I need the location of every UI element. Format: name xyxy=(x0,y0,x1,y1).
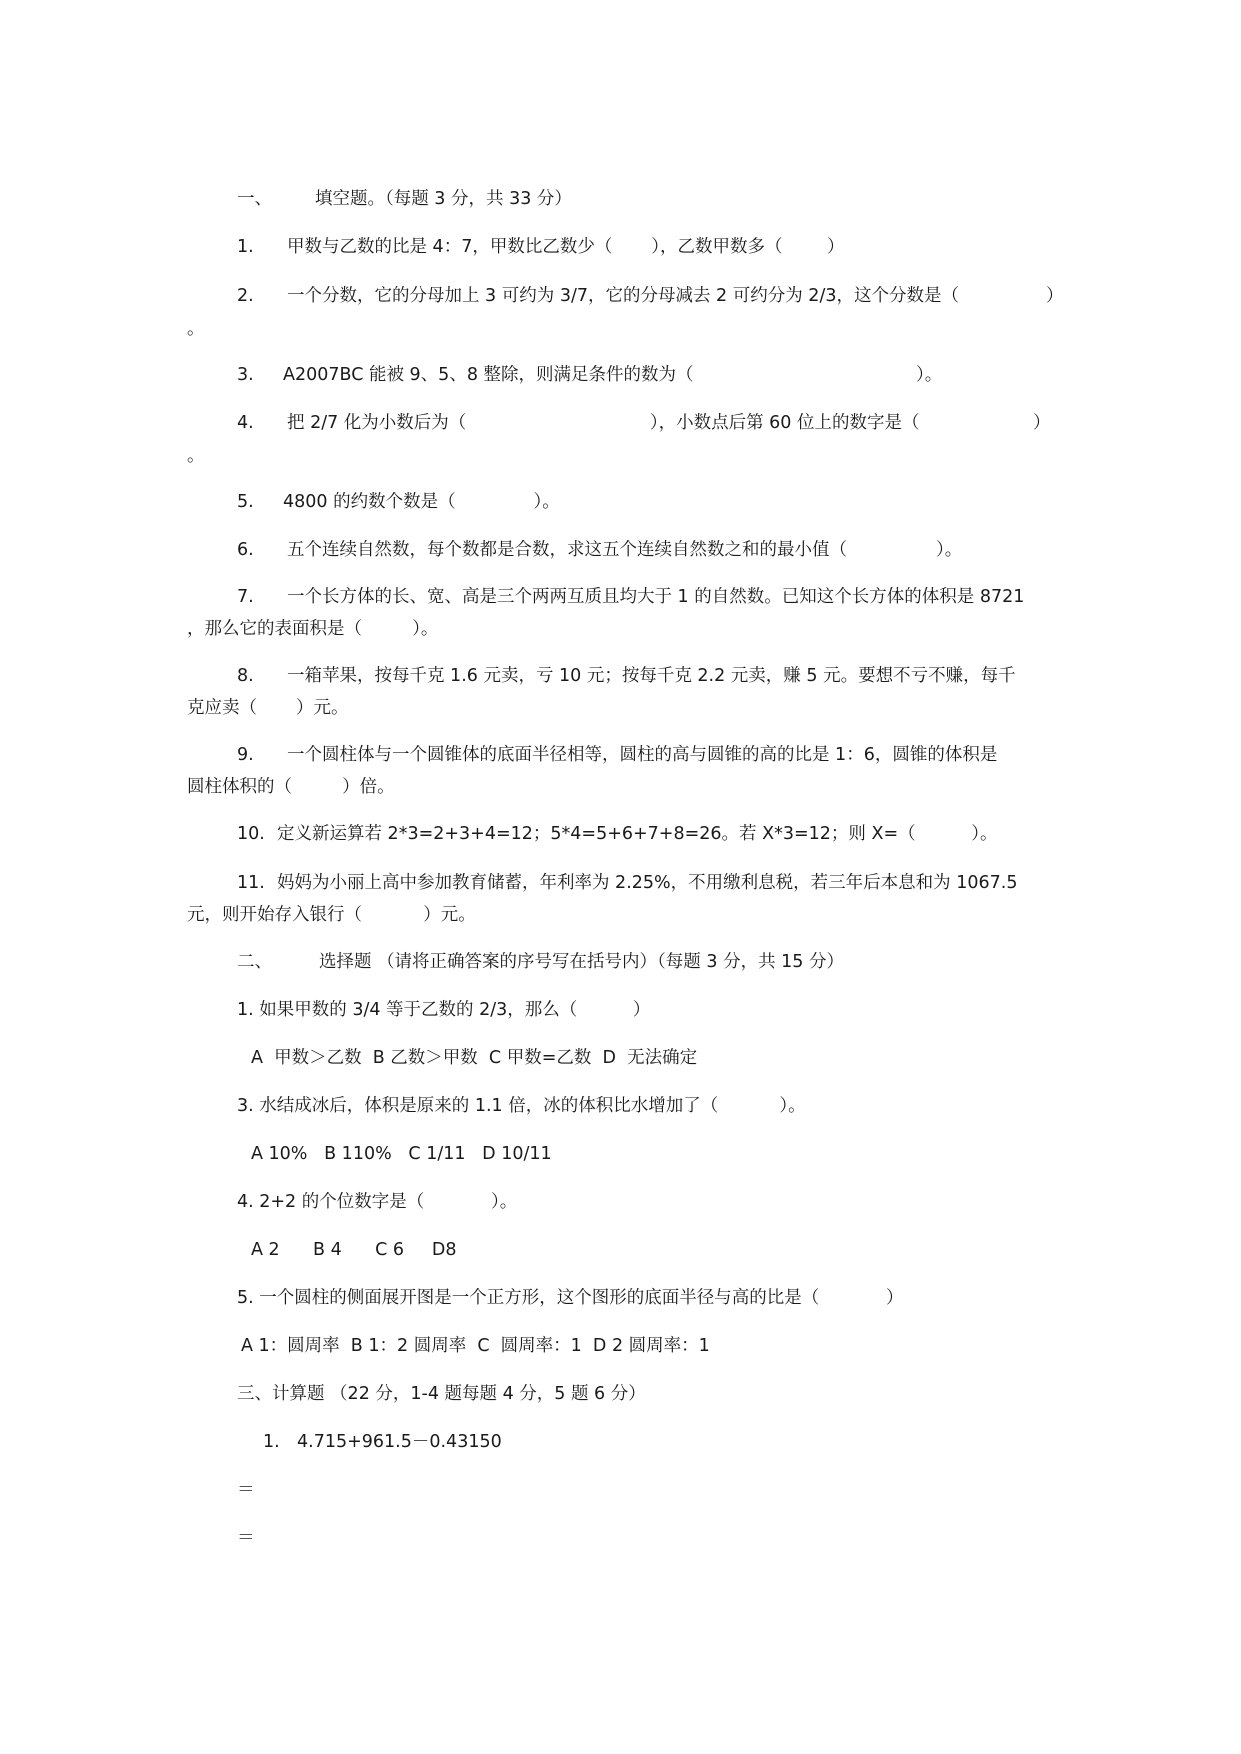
q8-text: 一箱苹果，按每千克 1.6 元卖，亏 10 元；按每千克 2.2 元卖，赚 5 元。要想不亏不赚，每千 xyxy=(287,666,1016,686)
section1-title: 填空题。（每题 3 分，共 33 分） xyxy=(315,189,572,209)
calc-q1 xyxy=(263,1431,502,1453)
q4-line1 xyxy=(237,412,920,434)
q6 xyxy=(237,539,962,561)
choice-q3: 3. 水结成冰后，体积是原来的 1.1 倍，冰的体积比水增加了（ ）。 xyxy=(237,1096,806,1116)
q5-text: 4800 的约数个数是（ ）。 xyxy=(283,492,560,512)
section2-title: 选择题 （请将正确答案的序号写在括号内）（每题 3 分，共 15 分） xyxy=(319,952,844,972)
q7-number: 7. xyxy=(237,587,254,607)
q10 xyxy=(237,823,998,845)
q11-number: 11. xyxy=(237,873,265,893)
q4-close-paren: ） xyxy=(1033,413,1051,433)
calc-q1-expression: 4.715+961.5－0.43150 xyxy=(297,1432,502,1452)
q2-number: 2. xyxy=(237,286,254,306)
q2-text: 一个分数，它的分母加上 3 可约为 3/7，它的分母减去 2 可约分为 2/3，这个分数是（ xyxy=(287,286,959,306)
q10-text: 定义新运算若 2*3=2+3+4=12；5*4=5+6+7+8=26。若 X*3=12；则 X=（ ）。 xyxy=(277,824,998,844)
q11-line1 xyxy=(237,872,1017,894)
q7-line2: ，那么它的表面积是（ ）。 xyxy=(187,619,439,639)
q7-text: 一个长方体的长、宽、高是三个两两互质且均大于 1 的自然数。已知这个长方体的体积是 8721 xyxy=(287,587,1025,607)
q9-text: 一个圆柱体与一个圆锥体的底面半径相等，圆柱的高与圆锥的高的比是 1：6，圆锥的体积是 xyxy=(287,745,998,765)
choice-q1: 1. 如果甲数的 3/4 等于乙数的 2/3，那么（ ） xyxy=(237,1000,651,1020)
calc-q1-equals-1: ＝ xyxy=(237,1480,255,1500)
q6-text: 五个连续自然数，每个数都是合数，求这五个连续自然数之和的最小值（ ）。 xyxy=(287,540,963,560)
choice-q4: 4. 2+2 的个位数字是（ ）。 xyxy=(237,1192,518,1212)
q2-close-paren: ） xyxy=(1046,286,1064,306)
q1-number: 1. xyxy=(237,237,254,257)
section3-heading: 三、计算题 （22 分，1-4 题每题 4 分，5 题 6 分） xyxy=(237,1384,646,1404)
q11-line2: 元，则开始存入银行（ ）元。 xyxy=(187,905,476,925)
q1 xyxy=(237,236,845,258)
choice-q4-options: A 2 B 4 C 6 D8 xyxy=(251,1240,457,1260)
choice-q3-options: A 10% B 110% C 1/11 D 10/11 xyxy=(251,1144,552,1164)
q2-line2: 。 xyxy=(187,319,205,339)
q7-line1 xyxy=(237,586,1024,608)
q4-line2: 。 xyxy=(187,446,205,466)
q2-line1 xyxy=(237,285,959,307)
choice-q1-options: A 甲数＞乙数 B 乙数＞甲数 C 甲数=乙数 D 无法确定 xyxy=(251,1048,698,1068)
section2-heading xyxy=(237,951,844,973)
q9-line1 xyxy=(237,744,997,766)
section1-heading xyxy=(237,188,572,210)
q10-number: 10. xyxy=(237,824,265,844)
q4-number: 4. xyxy=(237,413,254,433)
q3 xyxy=(237,364,942,386)
q11-text: 妈妈为小丽上高中参加教育储蓄，年利率为 2.25%，不用缴利息税，若三年后本息和为 1067.5 xyxy=(277,873,1018,893)
q8-line2: 克应卖（ ）元。 xyxy=(187,698,349,718)
choice-q5: 5. 一个圆柱的侧面展开图是一个正方形，这个图形的底面半径与高的比是（ ） xyxy=(237,1288,904,1308)
q8-number: 8. xyxy=(237,666,254,686)
q8-line1 xyxy=(237,665,1016,687)
q5 xyxy=(237,491,560,513)
q5-number: 5. xyxy=(237,492,254,512)
calc-q1-equals-2: ＝ xyxy=(237,1528,255,1548)
calc-q1-number: 1. xyxy=(263,1432,280,1452)
q4-text: 把 2/7 化为小数后为（ ），小数点后第 60 位上的数字是（ xyxy=(287,413,920,433)
choice-q5-options: A 1：圆周率 B 1：2 圆周率 C 圆周率：1 D 2 圆周率：1 xyxy=(241,1336,710,1356)
q9-line2: 圆柱体积的（ ）倍。 xyxy=(187,777,395,797)
q3-text: A2007BC 能被 9、5、8 整除，则满足条件的数为（ ）。 xyxy=(283,365,943,385)
q9-number: 9. xyxy=(237,745,254,765)
section2-number: 二、 xyxy=(237,952,272,972)
q1-text: 甲数与乙数的比是 4：7，甲数比乙数少（ ），乙数甲数多（ ） xyxy=(287,237,845,257)
q3-number: 3. xyxy=(237,365,254,385)
section1-number: 一、 xyxy=(237,189,272,209)
q6-number: 6. xyxy=(237,540,254,560)
